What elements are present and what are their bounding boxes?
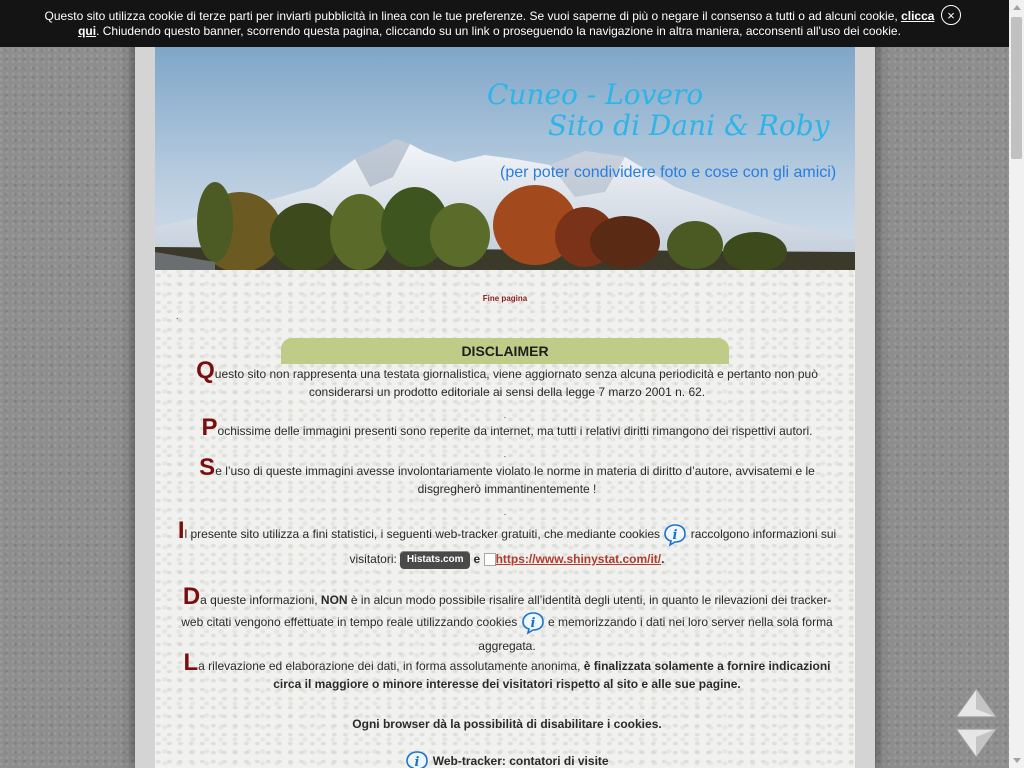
paragraph-text: l presente sito utilizza a fini statistici, i seguenti web-tracker gratuiti, che mediante cookies xyxy=(184,527,661,541)
header-banner xyxy=(155,47,855,270)
separator-dot: . xyxy=(503,410,507,420)
bold-text: NON xyxy=(320,593,348,607)
cookie-info-link[interactable]: clicca qui xyxy=(78,9,935,38)
site-title-line-1: Cuneo - Lovero xyxy=(487,78,704,111)
svg-text:i: i xyxy=(414,755,420,768)
scroll-down-arrow-icon[interactable] xyxy=(1009,753,1024,768)
conjunction: e xyxy=(473,551,481,566)
bold-text: è finalizzata solamente a fornire indicazioni circa il maggiore o minore interesse dei visitatori rispetto al sito e alle sue pagine. xyxy=(273,659,831,691)
svg-text:i: i xyxy=(530,616,536,631)
drop-cap: S xyxy=(199,454,216,481)
cookie-banner xyxy=(0,0,1009,47)
disclaimer-paragraph-7: Ogni browser dà la possibilità di disabilitare i cookies. xyxy=(352,717,662,731)
disclaimer-paragraph-5 xyxy=(177,583,837,657)
disclaimer-heading: DISCLAIMER xyxy=(281,338,729,364)
paragraph-text: e l’uso di queste immagini avesse involontariamente violato le norme in materia di diritto d’autore, avvisatemi e le disgregherò immantinentemente ! xyxy=(215,464,815,496)
drop-cap: D xyxy=(182,583,201,610)
histats-badge[interactable]: Histats.com xyxy=(400,551,470,569)
info-icon xyxy=(663,523,687,547)
site-title-line-2: Sito di Dani & Roby xyxy=(548,109,830,142)
scroll-to-top-arrow-icon[interactable] xyxy=(954,687,998,721)
end-of-page-link[interactable]: Fine pagina xyxy=(482,294,528,303)
drop-cap: P xyxy=(201,414,218,441)
paragraph-text: uesto sito non rappresenta una testata giornalistica, viene aggiornato senza alcuna periodicità e pertanto non può considerarsi un prodotto editoriale ai sensi della legge 7 marzo 2001 n. 62. xyxy=(214,367,818,399)
separator-dot: . xyxy=(503,449,507,459)
disclaimer-paragraph-3 xyxy=(177,454,837,498)
disclaimer-paragraph-4 xyxy=(177,519,837,571)
period: . xyxy=(661,551,665,566)
scroll-up-arrow-icon[interactable] xyxy=(1009,0,1024,15)
cookie-close-button[interactable]: × xyxy=(941,5,961,25)
scroll-thumb[interactable] xyxy=(1011,17,1022,159)
drop-cap: L xyxy=(183,649,199,676)
paragraph-text: raccolgono informazioni sui visitatori: xyxy=(349,527,837,566)
drop-cap: Q xyxy=(196,357,215,384)
web-tracker-title: Web-tracker: contatori di visite xyxy=(432,754,609,768)
main-content xyxy=(155,47,855,768)
paragraph-text: è in alcun modo possibile risalire all’identità degli utenti, in quanto le rilevazioni dei tracker-web citati vengono effettuate in tempo reale utilizzando cookies xyxy=(181,593,832,630)
drop-cap: I xyxy=(177,517,185,544)
cookie-banner-text-2: . Chiudendo questo banner, scorrendo questa pagina, cliccando su un link o proseguendo la navigazione in altra maniera, acconsenti all'uso dei cookie. xyxy=(96,24,901,38)
disclaimer-paragraph-1 xyxy=(177,357,837,401)
paragraph-text: e memorizzando i dati nei loro server nella sola forma aggregata. xyxy=(478,615,833,653)
site-subtitle: (per poter condividere foto e cose con gli amici) xyxy=(500,164,837,181)
web-tracker-heading xyxy=(177,750,837,768)
broken-image-icon xyxy=(484,553,496,566)
dot-separator: . xyxy=(176,311,179,321)
page-navigation-arrows xyxy=(954,687,998,762)
svg-text:i: i xyxy=(672,527,678,543)
info-icon xyxy=(521,611,545,635)
scroll-to-bottom-arrow-icon[interactable] xyxy=(954,725,998,759)
paragraph-text: ochissime delle immagini presenti sono reperite da internet, ma tutti i relativi diritti rimangono dei rispettivi autori. xyxy=(217,424,813,438)
disclaimer-paragraph-2 xyxy=(177,414,837,441)
paragraph-text: a queste informazioni, xyxy=(200,593,318,607)
info-icon xyxy=(405,750,429,768)
shinystat-link[interactable]: https://www.shinystat.com/it/ xyxy=(495,551,662,566)
paragraph-text: a rilevazione ed elaborazione dei dati, in forma assolutamente anonima, xyxy=(198,659,581,673)
vertical-scrollbar[interactable] xyxy=(1009,0,1024,768)
separator-dot: . xyxy=(503,507,507,517)
disclaimer-paragraph-6 xyxy=(177,649,837,693)
cookie-banner-text: Questo sito utilizza cookie di terze parti per inviarti pubblicità in linea con le tue preferenze. Se vuoi saperne di più o negare il consenso a tutti o ad alcuni cookie, xyxy=(44,9,898,23)
